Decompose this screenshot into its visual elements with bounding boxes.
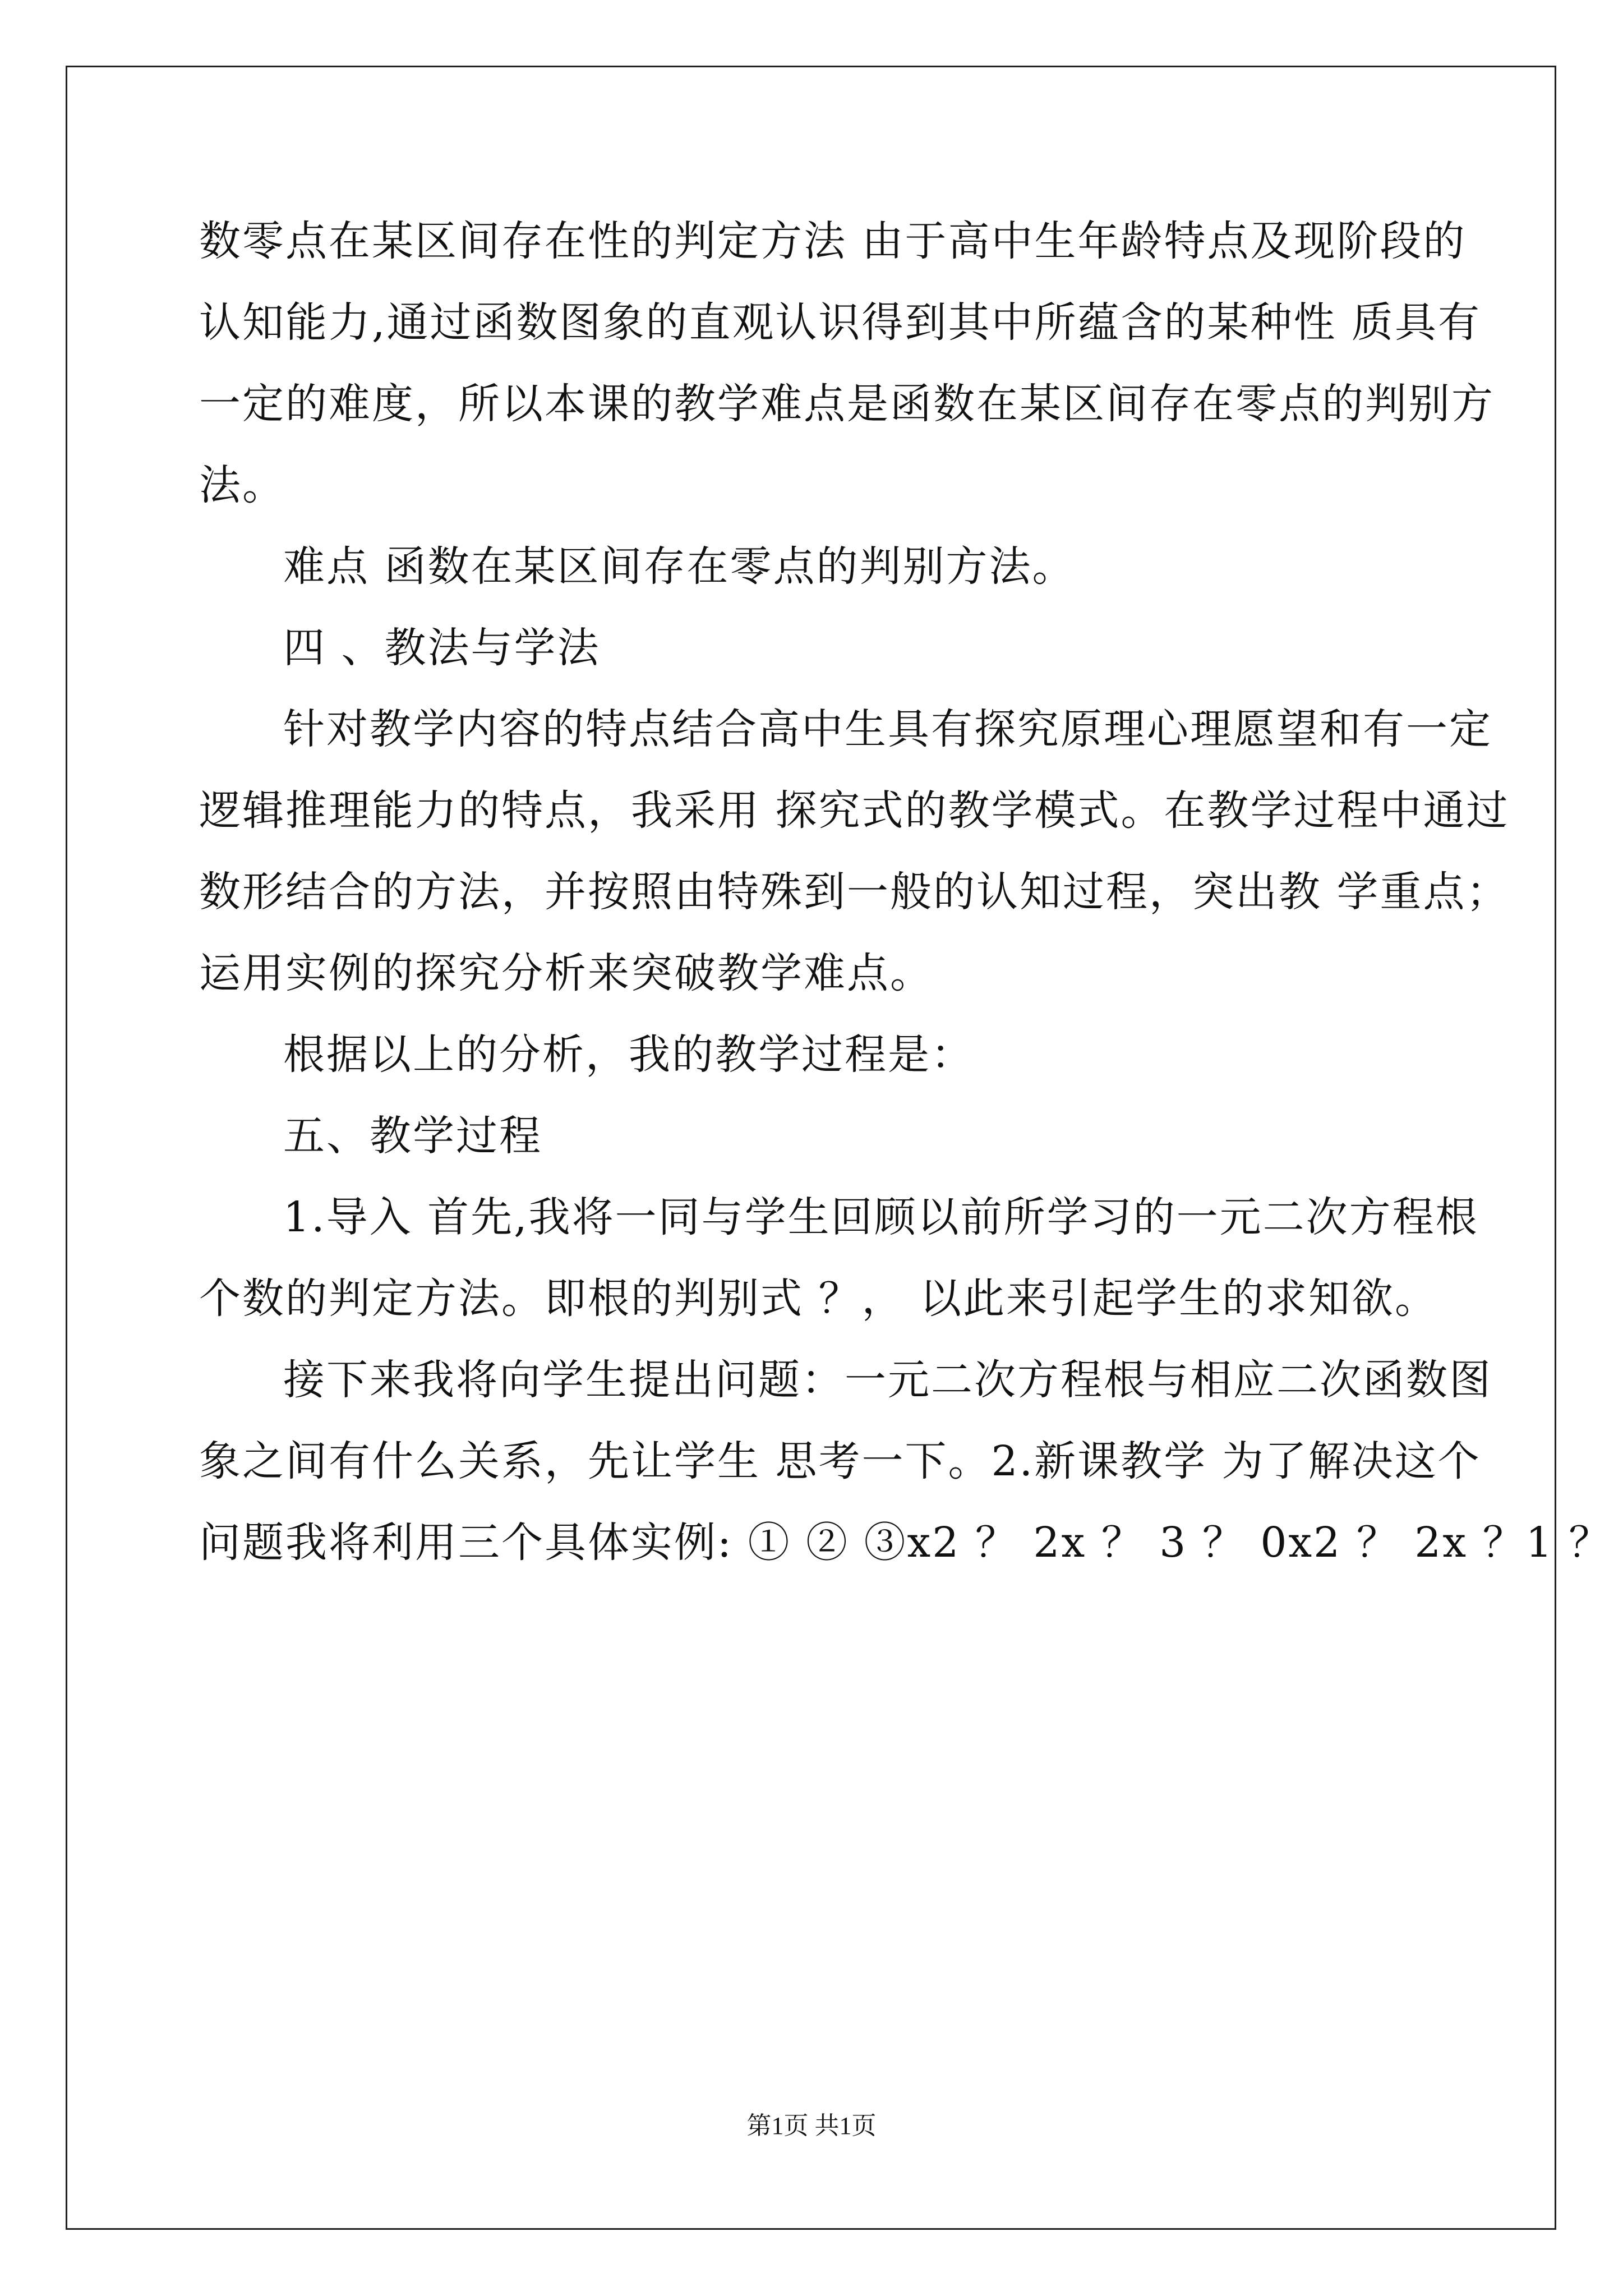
text-line-3: 一定的难度，所以本课的教学难点是函数在某区间存在零点的判别方 (199, 380, 1495, 428)
text-line-14: 个数的判定方法。即根的判别式 ？， 以此来引起学生的求知欲。 (199, 1274, 1438, 1323)
text-line-4: 法。 (199, 461, 285, 509)
text-line-7: 针对教学内容的特点结合高中生具有探究原理心理愿望和有一定 (283, 705, 1492, 753)
text-line-10: 运用实例的探究分析来突破教学难点。 (199, 949, 933, 997)
text-line-17: 问题我将利用三个具体实例: ① ② ③x2 ？ 2x ？ 3 ？ 0x2 ？ 2x ？1 ？ (199, 1519, 1612, 1567)
section-heading-4: 四 、教法与学法 (283, 624, 601, 672)
text-line-13: 1.导入 首先,我将一同与学生回顾以前所学习的一元二次方程根 (283, 1193, 1479, 1241)
text-line-2: 认知能力,通过函数图象的直观认识得到其中所蕴含的某种性 质具有 (199, 298, 1482, 347)
text-line-15: 接下来我将向学生提出问题：一元二次方程根与相应二次函数图 (283, 1356, 1492, 1404)
text-line-9: 数形结合的方法，并按照由特殊到一般的认知过程，突出教 学重点； (199, 868, 1510, 916)
text-line-1: 数零点在某区间存在性的判定方法 由于高中生年龄特点及现阶段的 (199, 217, 1467, 265)
page-footer: 第1页 共1页 (746, 2112, 877, 2139)
text-line-8: 逻辑推理能力的特点，我采用 探究式的教学模式。在教学过程中通过 (199, 786, 1510, 835)
text-line-11: 根据以上的分析，我的教学过程是： (283, 1030, 974, 1079)
text-line-5: 难点 函数在某区间存在零点的判别方法。 (283, 542, 1076, 591)
text-line-16: 象之间有什么关系，先让学生 思考一下。2.新课教学 为了解决这个 (199, 1437, 1481, 1485)
section-heading-5: 五、教学过程 (283, 1112, 542, 1160)
